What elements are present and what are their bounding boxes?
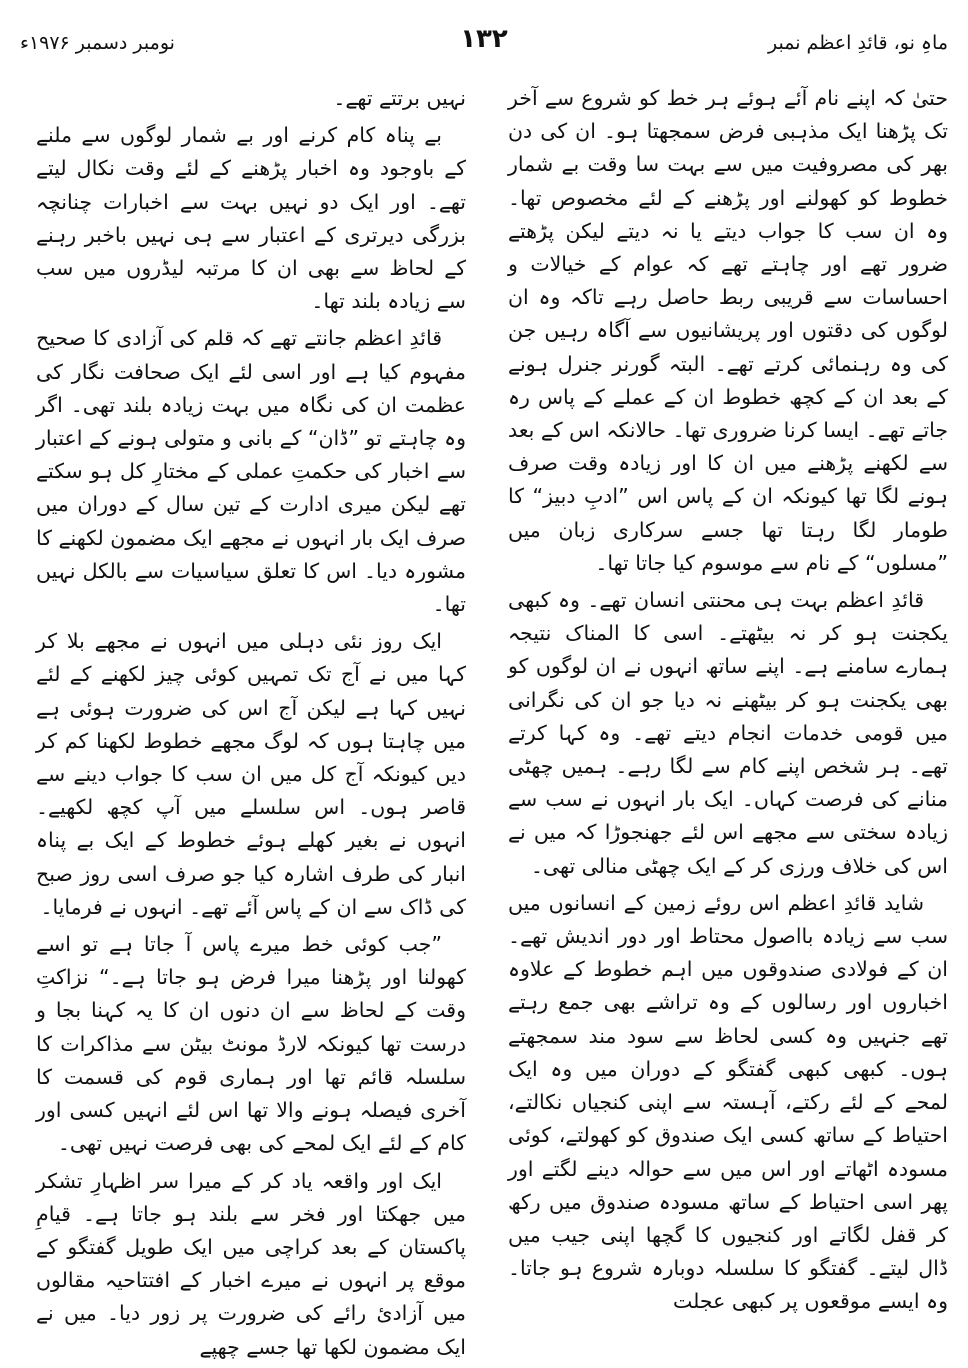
paragraph: ایک اور واقعہ یاد کر کے میرا سر اظہارِ تشکر میں جھکتا اور فخر سے بلند ہو جاتا ہے۔ قیامِ پاکستان کے بعد کراچی میں ایک طویل گفتگو کے موقع پر انہوں نے میرے اخبار کے افتتاحیہ مقالوں میں آزادیٔ رائے کی ضرورت پر زور دیا۔ میں نے ایک مضمون لکھا تھا جسے چھپے (36, 1168, 466, 1359)
paragraph: حتیٰ کہ اپنے نام آئے ہوئے ہر خط کو شروع سے آخر تک پڑھنا ایک مذہبی فرض سمجھتا ہو۔ ان کی دن بھر کی مصروفیت میں سے بہت سا وقت بے شمار خطوط کو کھولنے اور پڑھنے کے لئے مخصوص تھا۔ وہ ان سب کا جواب دیتے یا نہ دیتے لیکن پڑھتے ضرور تھے اور چاہتے تھے کہ عوام کے خیالات و احساسات سے قریبی ربط حاصل رہے تاکہ وہ ان لوگوں کی دقتوں اور پریشانیوں سے آگاہ رہیں جن کی وہ رہنمائی کرتے تھے۔ البتہ گورنر جنرل ہونے کے بعد ان کے کچھ خطوط ان کے عملے کے پاس رہ جاتے تھے۔ ایسا کرنا ضروری تھا۔ حالانکہ اس کے بعد سے لکھنے پڑھنے میں ان کا اور زیادہ وقت صرف ہونے لگا تھا کیونکہ ان کے پاس اس ”ادبِ دبیز“ کا طومار لگا رہتا تھا جسے سرکاری زبان میں ”مسلوں“ کے نام سے موسوم کیا جاتا تھا۔ (508, 86, 948, 575)
paragraph: قائدِ اعظم جانتے تھے کہ قلم کی آزادی کا صحیح مفہوم کیا ہے اور اسی لئے ایک صحافت نگار کی عظمت ان کی نگاہ میں بہت زیادہ بلند تھی۔ اگر وہ چاہتے تو ”ڈان“ کے بانی و متولی ہونے کے اعتبار سے اخبار کی حکمتِ عملی کے مختارِ کل ہو سکتے تھے لیکن میری ادارت کے تین سال کے دوران میں صرف ایک بار انہوں نے مجھے ایک مضمون لکھنے کا مشورہ دیا۔ اس کا تعلق سیاسیات سے بالکل نہیں تھا۔ (36, 326, 466, 617)
issue-date: نومبر دسمبر ۱۹۷۶ء (20, 32, 175, 54)
journal-title: ماہِ نو، قائدِ اعظم نمبر (768, 32, 948, 54)
left-column (36, 82, 466, 1368)
column-gutter (485, 84, 486, 1164)
page-header (20, 24, 948, 64)
right-column (508, 82, 948, 1323)
paragraph: نہیں برتتے تھے۔ (333, 86, 466, 110)
page-number: ۱۳۲ (460, 24, 508, 54)
paragraph: ایک روز نئی دہلی میں انہوں نے مجھے بلا کر کہا میں نے آج تک تمہیں کوئی چیز لکھنے کے لئے نہیں کہا ہے لیکن آج اس کی ضرورت ہوئی ہے میں چاہتا ہوں کہ لوگ مجھے خطوط لکھنا کم کر دیں کیونکہ آج کل میں ان سب کا جواب دینے سے قاصر ہوں۔ اس سلسلے میں آپ کچھ لکھیے۔ انہوں نے بغیر کھلے ہوئے خطوط کے ایک بے پناہ انبار کی طرف اشارہ کیا جو صرف اسی روز صبح کی ڈاک سے ان کے پاس آئے تھے۔ انہوں نے فرمایا۔ (36, 629, 466, 919)
paragraph: قائدِ اعظم بہت ہی محنتی انسان تھے۔ وہ کبھی یکجنت ہو کر نہ بیٹھتے۔ اسی کا المناک نتیجہ ہمارے سامنے ہے۔ اپنے ساتھ انہوں نے ان لوگوں کو بھی یکجنت ہو کر بیٹھنے نہ دیا جو ان کی نگرانی میں قومی خدمات انجام دیتے تھے۔ وہ کہا کرتے تھے۔ ہر شخص اپنے کام سے لگا رہے۔ ہمیں چھٹی منانے کی فرصت کہاں۔ ایک بار انہوں نے سب سے زیادہ سختی سے مجھے اس لئے جھنجوڑا کہ میں نے اس کی خلاف ورزی کر کے ایک چھٹی منالی تھی۔ (508, 588, 948, 878)
paragraph: شاید قائدِ اعظم اس روئے زمین کے انسانوں میں سب سے زیادہ بااصول محتاط اور دور اندیش تھے۔ ان کے فولادی صندوقوں میں اہم خطوط کے علاوہ اخباروں اور رسالوں کے وہ تراشے بھی جمع رہتے تھے جنہیں وہ کسی لحاظ سے سود مند سمجھتے ہوں۔ کبھی کبھی گفتگو کے دوران میں وہ ایک لمحے کے لئے رکتے، آہستہ سے اپنی کنجیاں نکالتے، احتیاط کے ساتھ کسی ایک صندوق کو کھولتے، کوئی مسودہ اٹھاتے اور اس میں سے حوالہ دینے لگتے اور پھر اسی احتیاط کے ساتھ مسودہ صندوق میں رکھ کر قفل لگاتے اور کنجیوں کا گچھا اپنی جیب میں ڈال لیتے۔ گفتگو کا سلسلہ دوبارہ شروع ہو جاتا۔ وہ ایسے موقعوں پر کبھی عجلت (508, 890, 948, 1314)
paragraph: ”جب کوئی خط میرے پاس آ جاتا ہے تو اسے کھولنا اور پڑھنا میرا فرض ہو جاتا ہے۔“ نزاکتِ وقت کے لحاظ سے ان دنوں ان کا یہ کہنا بجا و درست تھا کیونکہ لارڈ مونٹ بیٹن سے مذاکرات کا سلسلہ قائم تھا اور ہماری قوم کی قسمت کا آخری فیصلہ ہونے والا تھا اس لئے انہیں کسی اور کام کے لئے ایک لمحے کی بھی فرصت نہیں تھی۔ (36, 932, 466, 1156)
paragraph: بے پناہ کام کرنے اور بے شمار لوگوں سے ملنے کے باوجود وہ اخبار پڑھنے کے لئے وقت نکال لیتے تھے۔ اور ایک دو نہیں بہت سے اخبارات چنانچہ بزرگی دیرتری کے اعتبار سے ہی نہیں باخبر رہنے کے لحاظ سے بھی ان کا مرتبہ لیڈروں میں سب سے زیادہ بلند تھا۔ (36, 123, 466, 314)
